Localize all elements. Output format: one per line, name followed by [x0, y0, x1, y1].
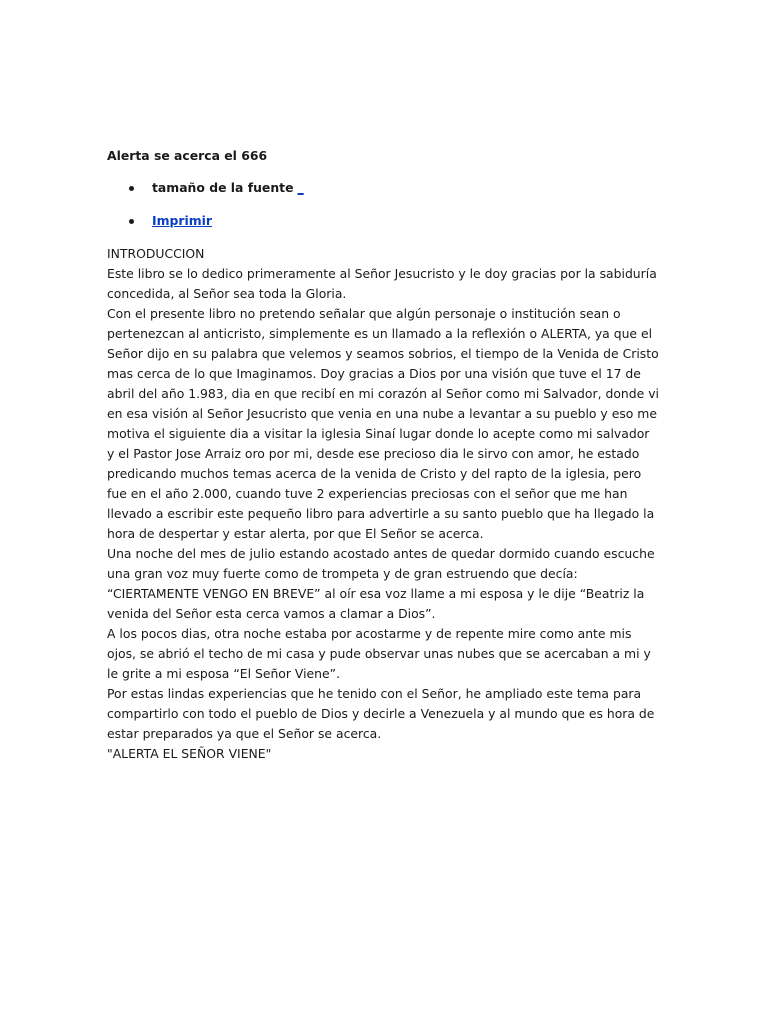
- document-tools: [107, 178, 659, 231]
- document-title: Alerta se acerca el 666: [107, 148, 268, 163]
- document-page: [107, 146, 659, 764]
- font-size-tool: [107, 178, 659, 198]
- font-size-label: tamaño de la fuente: [152, 180, 294, 195]
- bullet-icon: [129, 186, 134, 191]
- closing-line: "ALERTA EL SEÑOR VIENE": [107, 746, 272, 761]
- paragraph-first-experience: Una noche del mes de julio estando acostado antes de quedar dormido cuando escuche una gran voz muy fuerte como de trompeta y de gran estruendo que decía: “CIERTAMENTE VENGO EN BREVE” al oír esa voz llame a mi esposa y le dije “Beatriz la venida del Señor esta cerca vamos a clamar a Dios”.: [107, 546, 655, 621]
- paragraph-introduction: Con el presente libro no pretendo señalar que algún personaje o institución sean o pertenezcan al anticristo, simplemente es un llamado a la reflexión o ALERTA, ya que el Señor dijo en su palabra que velemos y seamos sobrios, el tiempo de la Venida de Cristo mas cerca de lo que Imaginamos. Doy gracias a Dios por una visión que tuve el 17 de abril del año 1.983, dia en que recibí en mi corazón al Señor como mi Salvador, donde vi en esa visión al Señor Jesucristo que venia en una nube a levantar a su pueblo y eso me motiva el siguiente dia a visitar la iglesia Sinaí lugar donde lo acepte como mi salvador y el Pastor Jose Arraiz oro por mi, desde ese precioso dia le sirvo con amor, he estado predicando muchos temas acerca de la venida de Cristo y del rapto de la iglesia, pero fue en el año 2.000, cuando tuve 2 experiencias preciosas con el señor que me han llevado a escribir este pequeño libro para advertirle a su santo pueblo que ha llegado la hora de despertar y estar alerta, por que El Señor se acerca.: [107, 306, 659, 541]
- section-heading: INTRODUCCION: [107, 246, 205, 261]
- paragraph-second-experience: A los pocos dias, otra noche estaba por acostarme y de repente mire como ante mis ojos, se abrió el techo de mi casa y pude observar unas nubes que se acercaban a mi y le grite a mi esposa “El Señor Viene”.: [107, 626, 651, 681]
- paragraph-purpose: Por estas lindas experiencias que he tenido con el Señor, he ampliado este tema para compartirlo con todo el pueblo de Dios y decirle a Venezuela y al mundo que es hora de estar preparados ya que el Señor se acerca.: [107, 686, 655, 741]
- print-link[interactable]: Imprimir: [152, 213, 213, 228]
- bullet-icon: [129, 219, 134, 224]
- print-tool: [107, 211, 659, 231]
- paragraph-dedication: Este libro se lo dedico primeramente al Señor Jesucristo y le doy gracias por la sabiduría concedida, al Señor sea toda la Gloria.: [107, 266, 657, 301]
- font-size-link[interactable]: _: [297, 180, 304, 195]
